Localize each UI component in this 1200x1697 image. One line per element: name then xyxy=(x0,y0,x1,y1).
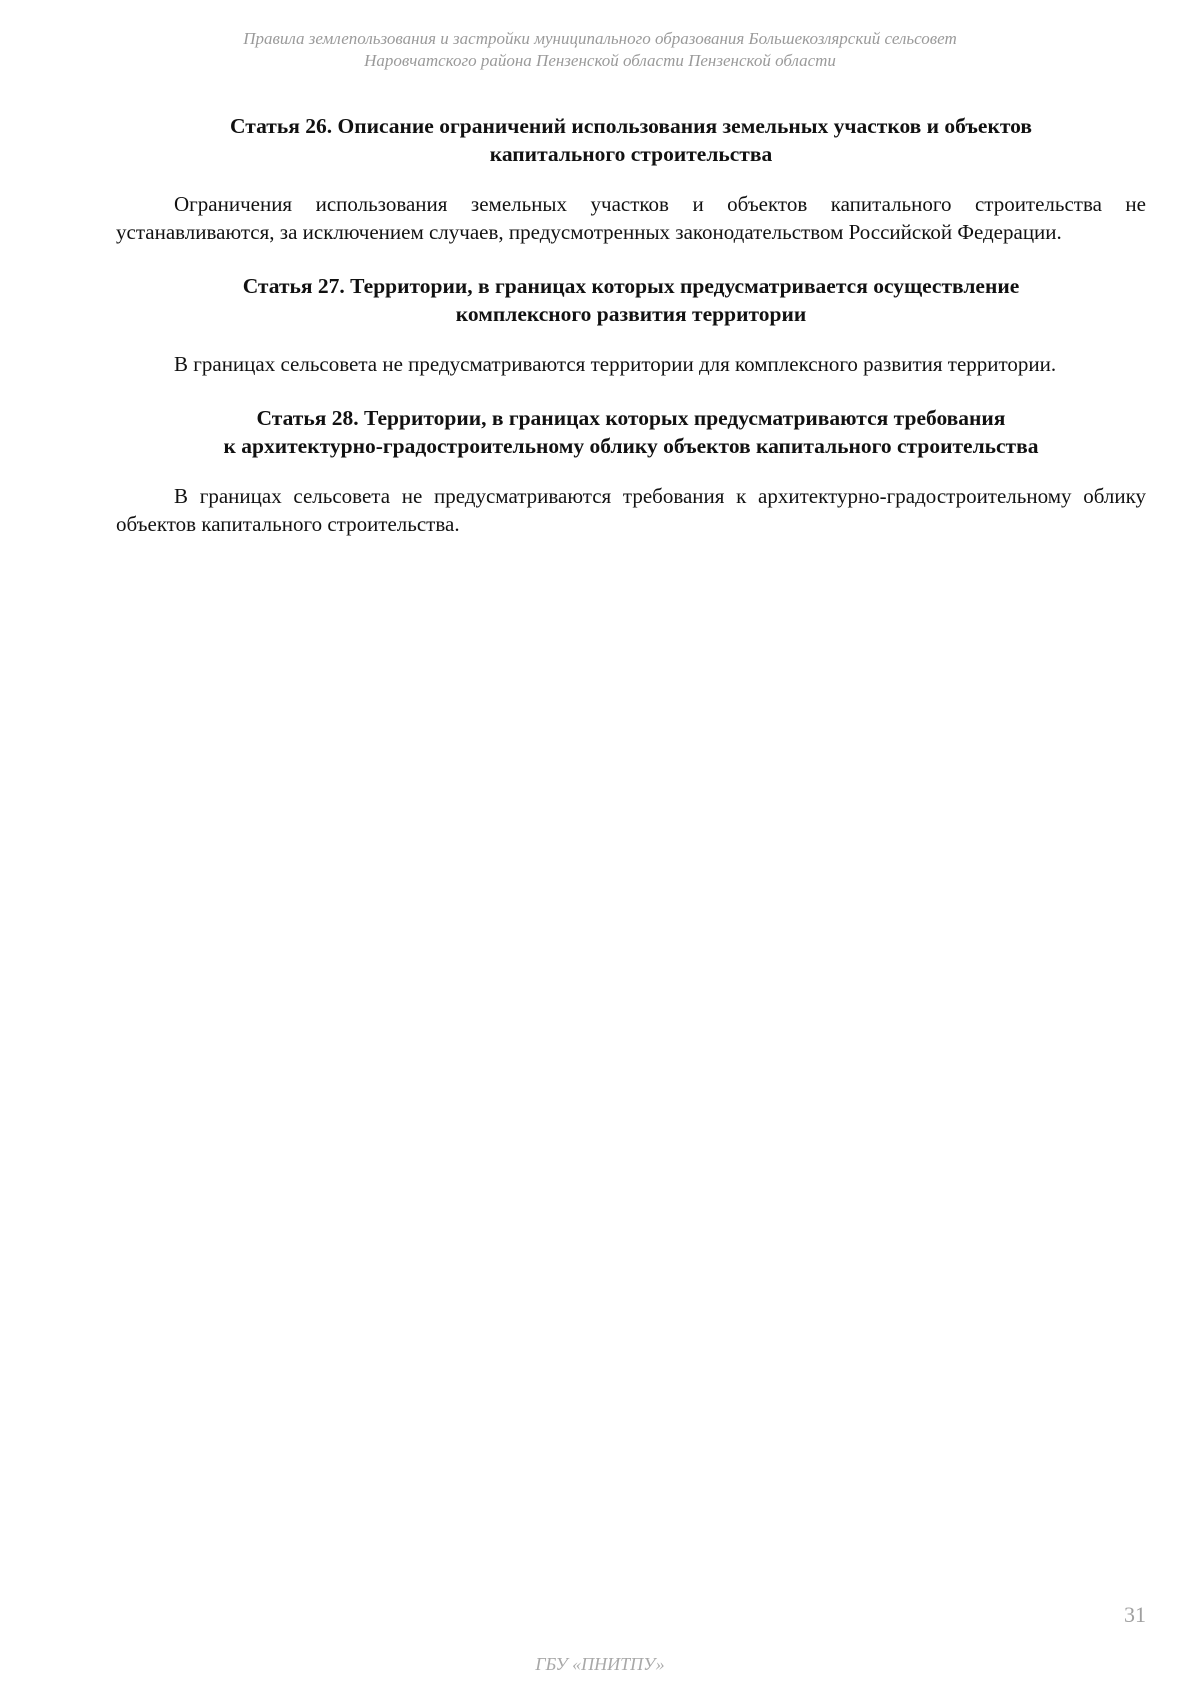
article-26-title xyxy=(116,112,1146,168)
article-28-title-line-2: к архитектурно-градостроительному облику объектов капитального строительства xyxy=(223,434,1039,458)
page-footer: ГБУ «ПНИТПУ» xyxy=(535,1654,665,1674)
article-27-title xyxy=(116,272,1146,328)
article-26-body: Ограничения использования земельных участков и объектов капитального строительства не устанавливаются, за исключением случаев, предусмотренных законодательством Российской Федерации. xyxy=(116,192,1146,244)
article-27-body: В границах сельсовета не предусматриваются территории для комплексного развития территории. xyxy=(174,352,1057,376)
document-content xyxy=(116,112,1146,538)
article-28-title-line-1: Статья 28. Территории, в границах которых предусматриваются требования xyxy=(256,406,1006,430)
article-27-title-line-1: Статья 27. Территории, в границах которых предусматривается осуществление xyxy=(242,274,1020,298)
running-header-line-2: Наровчатского района Пензенской области Пензенской области xyxy=(364,51,836,70)
article-27 xyxy=(116,272,1146,378)
article-27-title-line-2: комплексного развития территории xyxy=(455,302,807,326)
running-header-line-1: Правила землепользования и застройки муниципального образования Большекозлярский сельсовет xyxy=(243,29,957,48)
article-26-title-line-2: капитального строительства xyxy=(489,142,773,166)
article-28-body: В границах сельсовета не предусматриваются требования к архитектурно-градостроительному облику объектов капитального строительства. xyxy=(116,484,1146,536)
article-26-title-line-1: Статья 26. Описание ограничений использования земельных участков и объектов xyxy=(230,114,1032,138)
article-28-title xyxy=(116,404,1146,460)
running-header xyxy=(0,28,1200,72)
page-number: 31 xyxy=(1124,1602,1146,1627)
article-28 xyxy=(116,404,1146,538)
article-26 xyxy=(116,112,1146,246)
